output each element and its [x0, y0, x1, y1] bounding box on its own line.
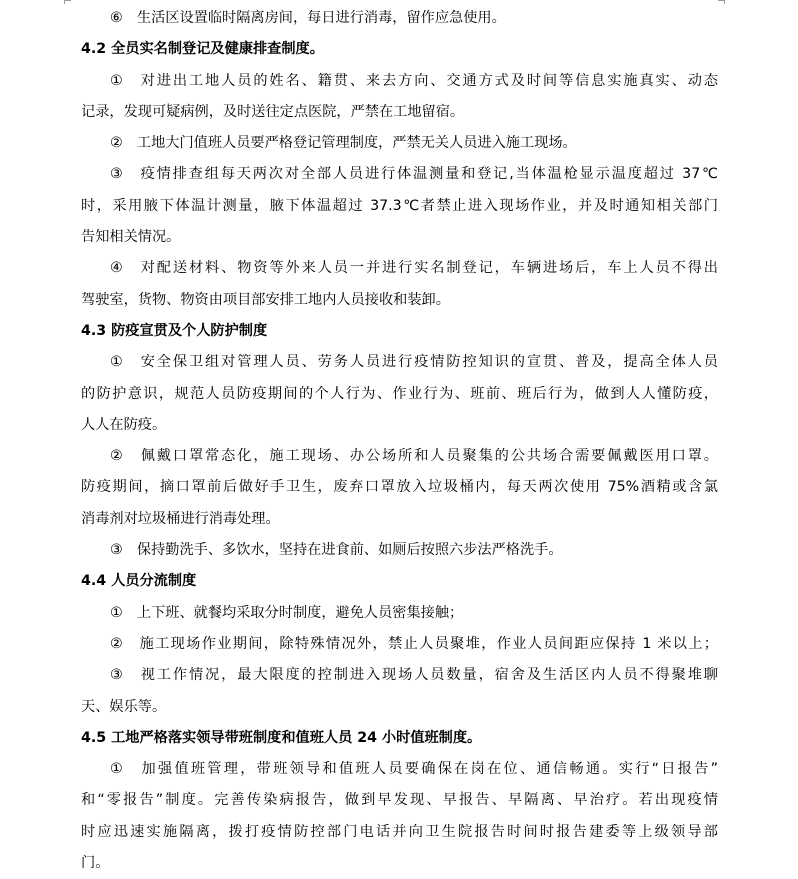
paragraph-line: ③ 疫情排查组每天两次对全部人员进行体温测量和登记,当体温枪显示温度超过 37℃ [110, 166, 718, 183]
paragraph-line: ③ 视工作情况，最大限度的控制进入现场人员数量，宿舍及生活区内人员不得聚堆聊 [110, 667, 718, 684]
section-heading: 4.4 人员分流制度 [81, 573, 197, 590]
paragraph-line: ② 工地大门值班人员要严格登记管理制度，严禁无关人员进入施工现场。 [110, 135, 577, 152]
paragraph-line: 消毒剂对垃圾桶进行消毒处理。 [81, 510, 280, 527]
crop-mark-right [718, 0, 725, 4]
section-heading: 4.5 工地严格落实领导带班制度和值班人员 24 小时值班制度。 [81, 729, 482, 746]
paragraph-line: ② 佩戴口罩常态化，施工现场、办公场所和人员聚集的公共场合需要佩戴医用口罩。 [110, 448, 718, 465]
paragraph-line: ② 施工现场作业期间，除特殊情况外，禁止人员聚堆，作业人员间距应保持 1 米以上； [110, 635, 718, 652]
crop-mark-left [64, 0, 71, 4]
section-heading: 4.2 全员实名制登记及健康排查制度。 [81, 41, 324, 58]
paragraph-line: ① 安全保卫组对管理人员、劳务人员进行疫情防控知识的宣贯、普及，提高全体人员 [110, 354, 718, 371]
paragraph-line: ⑥ 生活区设置临时隔离房间，每日进行消毒，留作应急使用。 [110, 10, 506, 26]
paragraph-line: ① 加强值班管理，带班领导和值班人员要确保在岗在位、通信畅通。实行“日报告” [110, 761, 718, 778]
paragraph-line: ③ 保持勤洗手、多饮水，坚持在进食前、如厕后按照六步法严格洗手。 [110, 542, 563, 559]
paragraph-line: ④ 对配送材料、物资等外来人员一并进行实名制登记，车辆进场后，车上人员不得出 [110, 260, 718, 277]
paragraph-line: ① 上下班、就餐均采取分时制度，避免人员密集接触； [110, 604, 464, 621]
paragraph-line: 天、娱乐等。 [81, 698, 167, 715]
paragraph-line: 的防护意识，规范人员防疫期间的个人行为、作业行为、班前、班后行为，做到人人懂防疫， [81, 385, 718, 402]
paragraph-line: 防疫期间，摘口罩前后做好手卫生，废弃口罩放入垃圾桶内，每天两次使用 75%酒精或含氯 [81, 479, 718, 496]
paragraph-line: 门。 [81, 855, 110, 872]
paragraph-line: 驾驶室，货物、物资由项目部安排工地内人员接收和装卸。 [81, 291, 450, 308]
document-page [81, 3, 718, 879]
paragraph-line: 时，采用腋下体温计测量，腋下体温超过 37.3℃者禁止进入现场作业，并及时通知相关部门 [81, 197, 718, 214]
paragraph-line: 和“零报告”制度。完善传染病报告，做到早发现、早报告、早隔离、早治疗。若出现疫情 [81, 792, 718, 809]
paragraph-line: 人人在防疫。 [81, 416, 167, 433]
paragraph-line: 告知相关情况。 [81, 229, 181, 246]
paragraph-line: 时应迅速实施隔离，拨打疫情防控部门电话并向卫生院报告时间时报告建委等上级领导部 [81, 823, 718, 840]
paragraph-line: 记录，发现可疑病例，及时送往定点医院，严禁在工地留宿。 [81, 103, 465, 120]
section-heading: 4.3 防疫宣贯及个人防护制度 [81, 322, 268, 339]
paragraph-line: ① 对进出工地人员的姓名、籍贯、来去方向、交通方式及时间等信息实施真实、动态 [110, 72, 718, 89]
